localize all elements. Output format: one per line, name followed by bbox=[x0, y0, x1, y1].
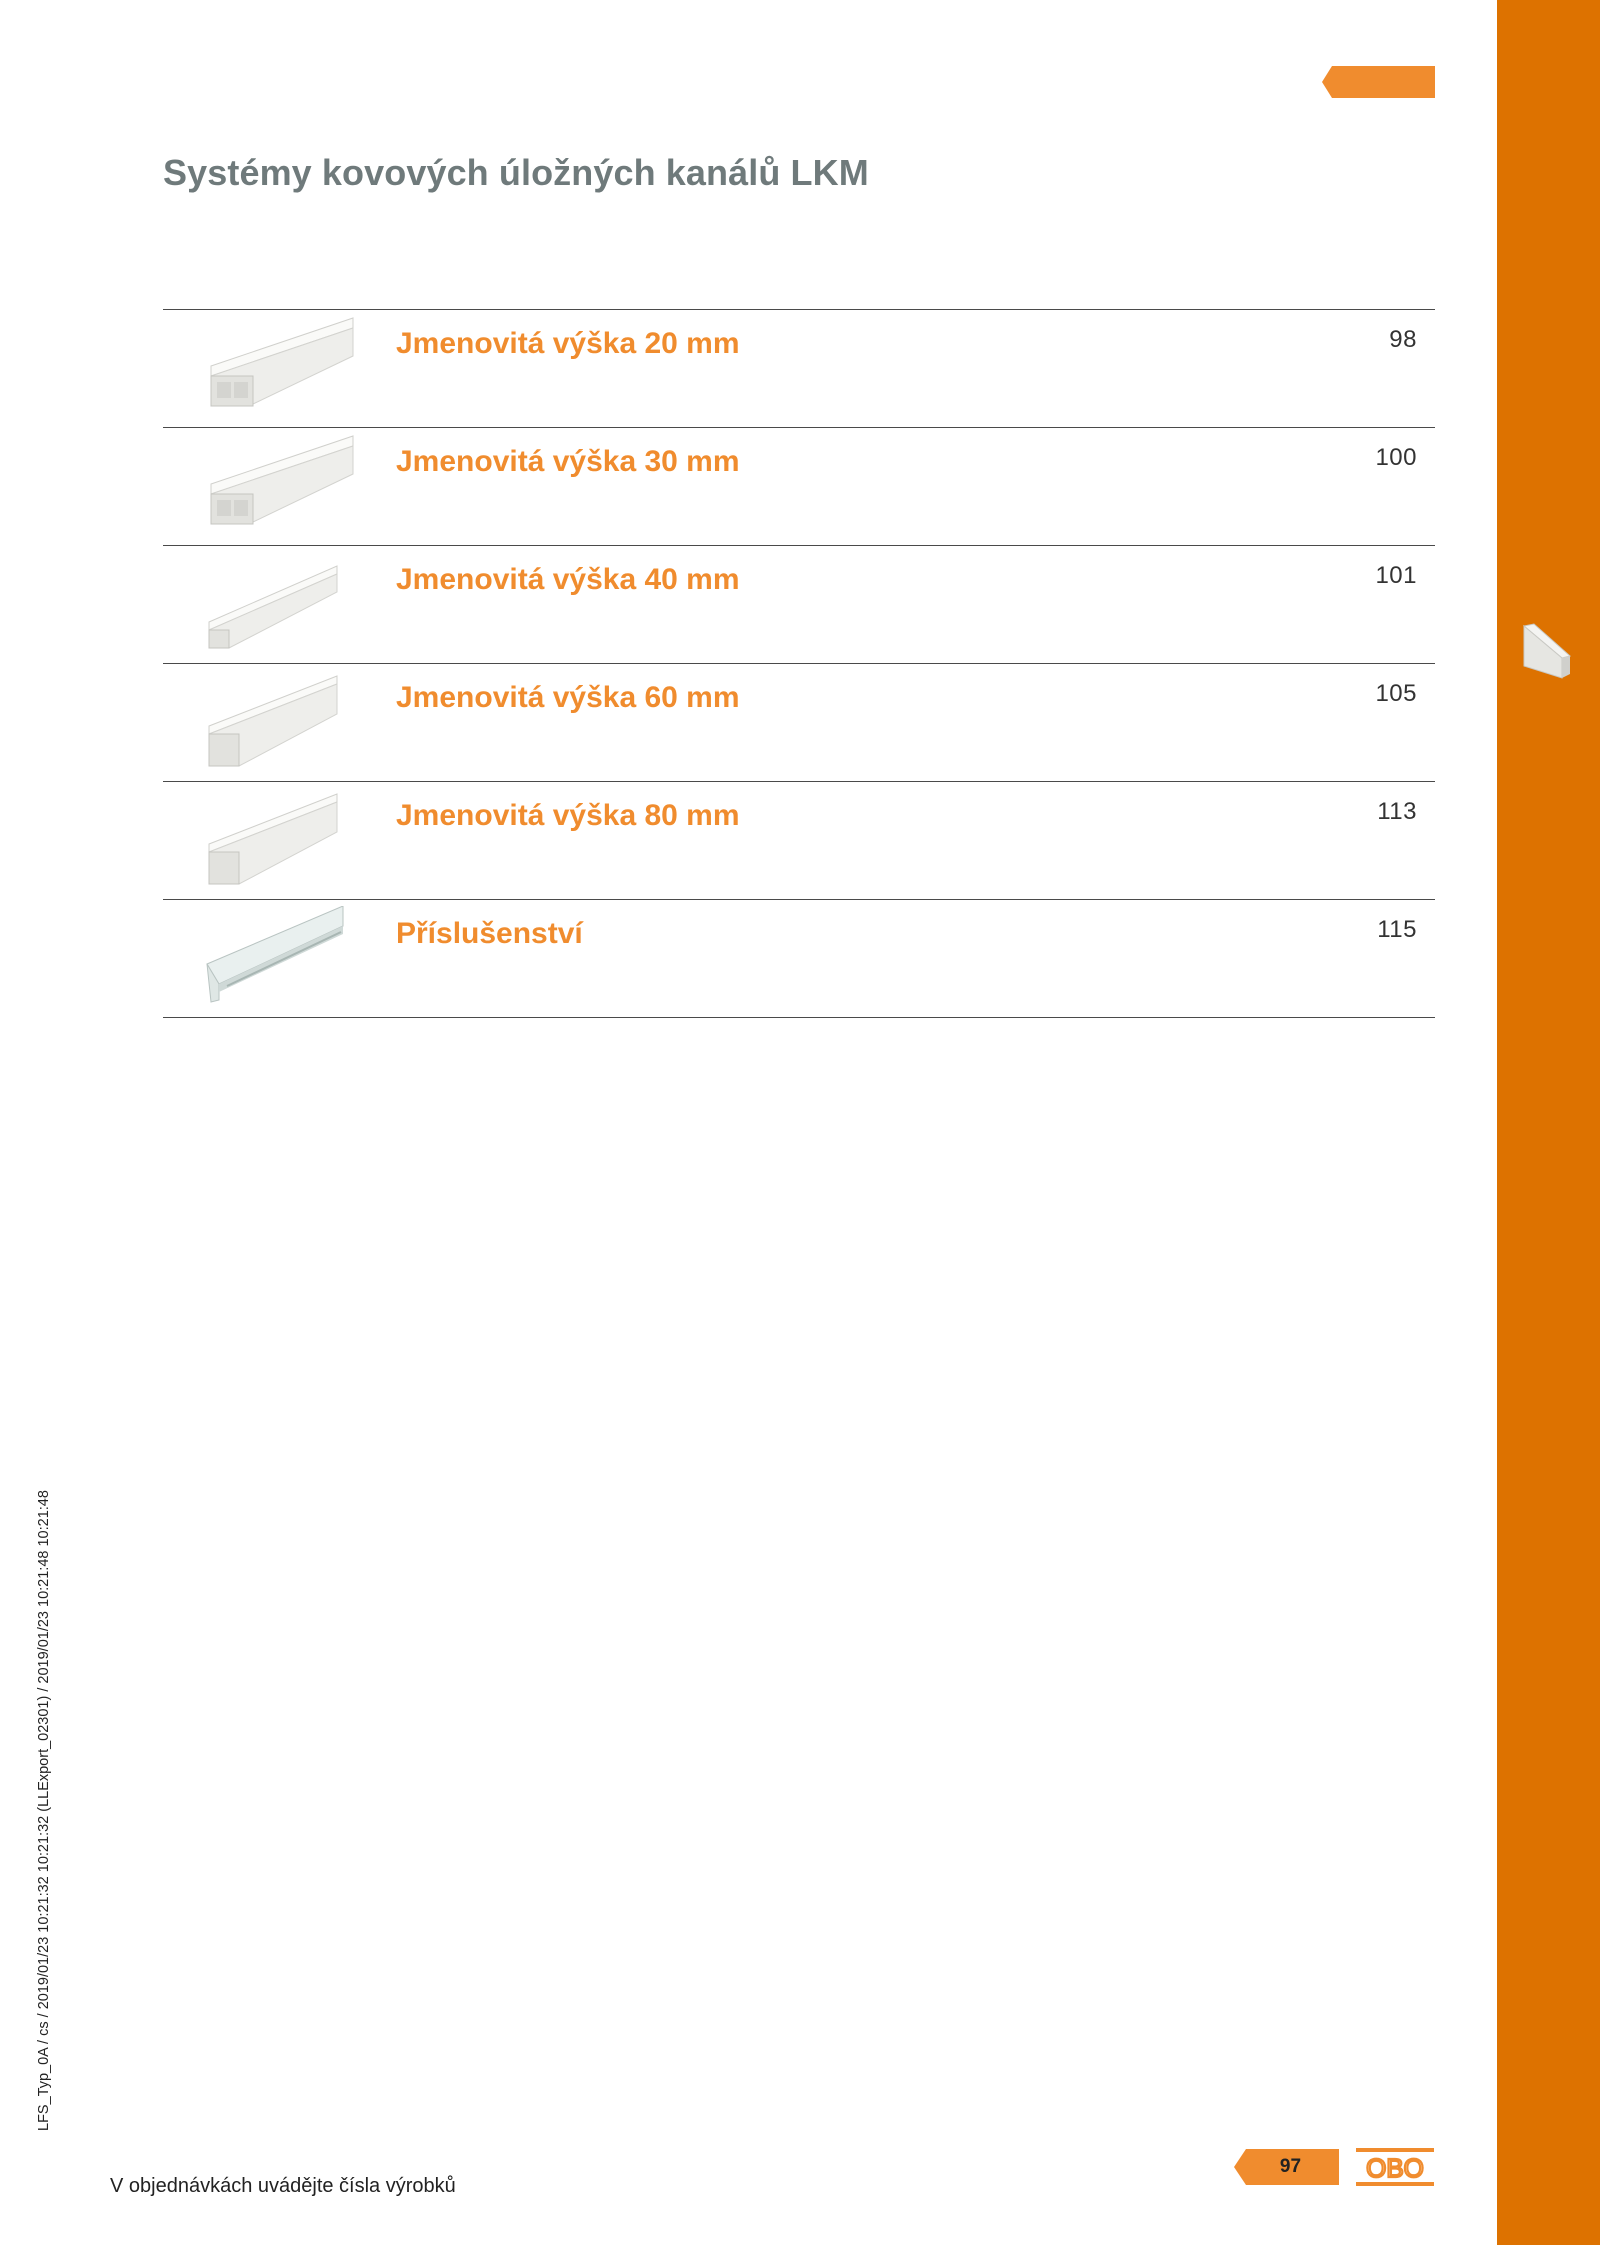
toc-page-number: 100 bbox=[1375, 444, 1417, 471]
toc-row[interactable] bbox=[163, 310, 1435, 428]
obo-logo bbox=[1356, 2148, 1434, 2186]
cable-trunking-side-icon bbox=[1522, 622, 1572, 682]
toc-row[interactable] bbox=[163, 546, 1435, 664]
toc-row[interactable] bbox=[163, 664, 1435, 782]
accessory-profile-icon bbox=[203, 906, 363, 1010]
toc-label[interactable]: Jmenovitá výška 20 mm bbox=[396, 327, 740, 360]
cable-trunking-40-icon bbox=[203, 552, 363, 656]
toc-row[interactable] bbox=[163, 428, 1435, 546]
chapter-tab bbox=[1322, 66, 1435, 98]
svg-text:OBO: OBO bbox=[1366, 2153, 1424, 2183]
page-number: 97 bbox=[1279, 2156, 1302, 2177]
toc-label[interactable]: Jmenovitá výška 40 mm bbox=[396, 563, 740, 596]
toc-row[interactable] bbox=[163, 782, 1435, 900]
footer-note: V objednávkách uvádějte čísla výrobků bbox=[110, 2175, 456, 2197]
toc-page-number: 105 bbox=[1375, 680, 1417, 707]
cable-trunking-80-icon bbox=[203, 788, 363, 892]
toc-label[interactable]: Příslušenství bbox=[396, 917, 583, 950]
toc-label[interactable]: Jmenovitá výška 80 mm bbox=[396, 799, 740, 832]
toc-page-number: 101 bbox=[1375, 562, 1417, 589]
cable-trunking-30-icon bbox=[203, 434, 363, 538]
table-of-contents bbox=[163, 309, 1435, 1018]
toc-label[interactable]: Jmenovitá výška 60 mm bbox=[396, 681, 740, 714]
cable-trunking-60-icon bbox=[203, 670, 363, 774]
toc-page-number: 115 bbox=[1377, 916, 1417, 943]
print-metadata: LFS_Typ_0A / cs / 2019/01/23 10:21:32 10:21:32 (LLExport_02301) / 2019/01/23 10:21:48 10:21:48 bbox=[36, 1490, 52, 2131]
toc-row[interactable] bbox=[163, 900, 1435, 1018]
toc-label[interactable]: Jmenovitá výška 30 mm bbox=[396, 445, 740, 478]
orange-side-band bbox=[1497, 0, 1600, 2245]
toc-page-number: 113 bbox=[1377, 798, 1417, 825]
toc-page-number: 98 bbox=[1389, 326, 1417, 353]
cable-trunking-20-icon bbox=[203, 316, 363, 420]
page-title: Systémy kovových úložných kanálů LKM bbox=[163, 152, 869, 193]
